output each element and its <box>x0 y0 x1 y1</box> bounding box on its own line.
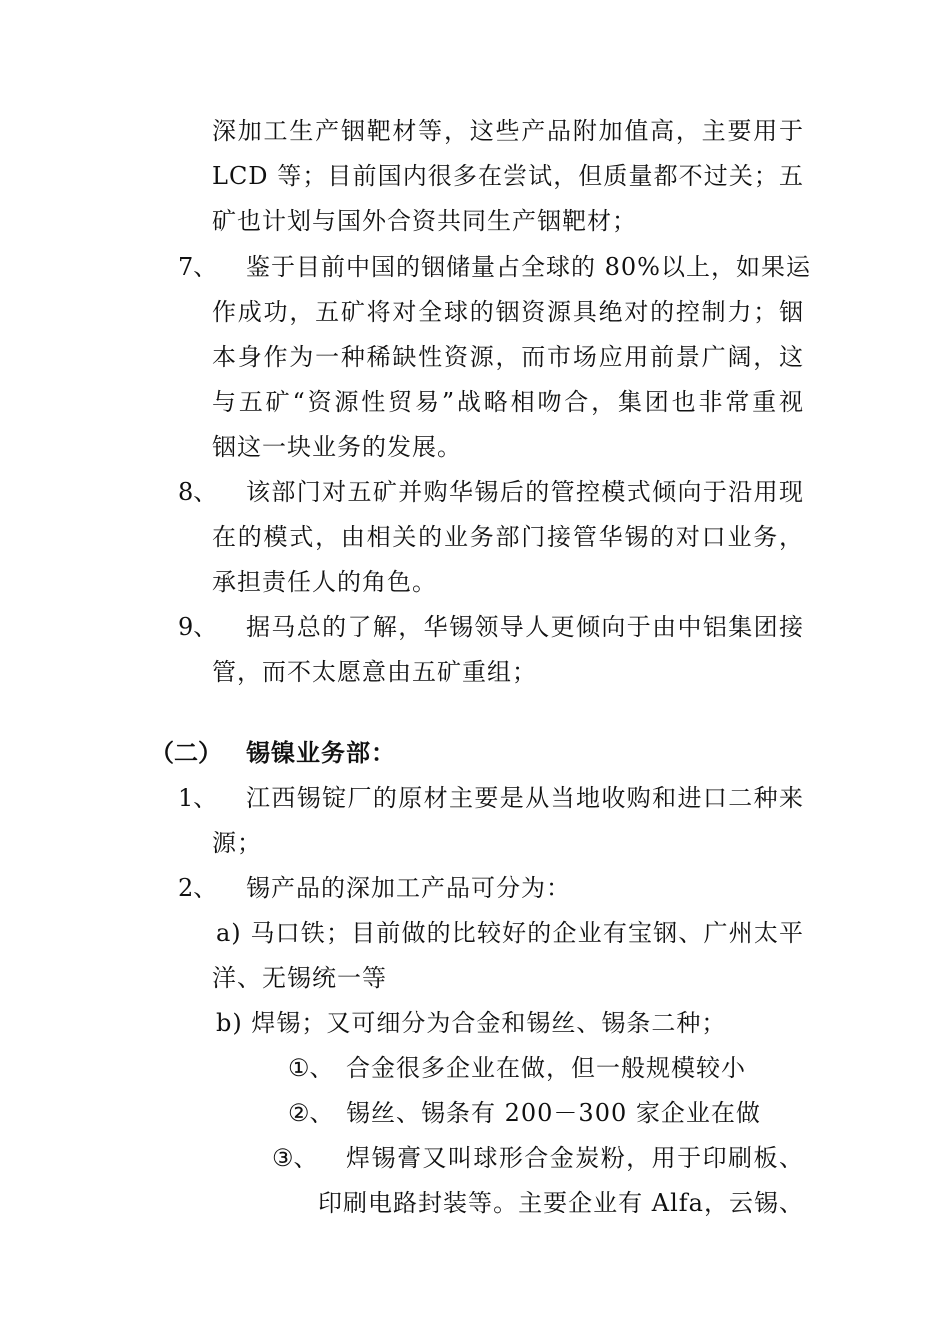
list-number: ③、 <box>272 1144 318 1172</box>
paragraph-line: 源； <box>212 829 262 857</box>
paragraph-line: 在的模式，由相关的业务部门接管华锡的对口业务， <box>212 523 804 551</box>
list-number: 9、 <box>178 613 218 641</box>
paragraph-line: 矿也计划与国外合资共同生产铟靶材； <box>212 207 637 235</box>
paragraph-line: b) 焊锡；又可细分为合金和锡丝、锡条二种； <box>216 1009 727 1037</box>
list-number: ②、 <box>288 1099 334 1127</box>
paragraph-line: 焊锡膏又叫球形合金炭粉，用于印刷板、 <box>346 1144 804 1172</box>
paragraph-line: 该部门对五矿并购华锡后的管控模式倾向于沿用现 <box>246 478 804 506</box>
paragraph-line: 江西锡锭厂的原材主要是从当地收购和进口二种来 <box>246 784 804 812</box>
paragraph-line: 本身作为一种稀缺性资源，而市场应用前景广阔，这 <box>212 343 804 371</box>
paragraph-line: 作成功，五矿将对全球的铟资源具绝对的控制力；铟 <box>212 298 804 326</box>
paragraph-line: 印刷电路封装等。主要企业有 Alfa，云锡、 <box>318 1189 804 1217</box>
paragraph-line: 管，而不太愿意由五矿重组； <box>212 658 537 686</box>
paragraph-line: 锡丝、锡条有 200－300 家企业在做 <box>346 1099 761 1127</box>
paragraph-line: 鉴于目前中国的铟储量占全球的 80%以上，如果运 <box>246 253 811 281</box>
paragraph-line: 承担责任人的角色。 <box>212 568 437 596</box>
paragraph-line: LCD 等；目前国内很多在尝试，但质量都不过关；五 <box>212 162 804 190</box>
list-number: 8、 <box>178 478 218 506</box>
paragraph-line: 深加工生产铟靶材等，这些产品附加值高，主要用于 <box>212 117 804 145</box>
list-number: 2、 <box>178 874 218 902</box>
paragraph-line: 据马总的了解，华锡领导人更倾向于由中铝集团接 <box>246 613 804 641</box>
list-number: 7、 <box>178 253 218 281</box>
paragraph-line: 锡产品的深加工产品可分为： <box>246 874 571 902</box>
list-number: 1、 <box>178 784 218 812</box>
list-number: ①、 <box>288 1054 334 1082</box>
paragraph-line: 与五矿“资源性贸易”战略相吻合，集团也非常重视 <box>212 388 804 416</box>
paragraph-line: 洋、无锡统一等 <box>212 964 387 992</box>
paragraph-line: 铟这一块业务的发展。 <box>212 433 462 461</box>
section-title: 锡镍业务部： <box>246 738 396 767</box>
paragraph-line: 合金很多企业在做，但一般规模较小 <box>346 1054 746 1082</box>
section-number: （二） <box>150 738 222 767</box>
paragraph-line: a) 马口铁；目前做的比较好的企业有宝钢、广州太平 <box>216 919 804 947</box>
